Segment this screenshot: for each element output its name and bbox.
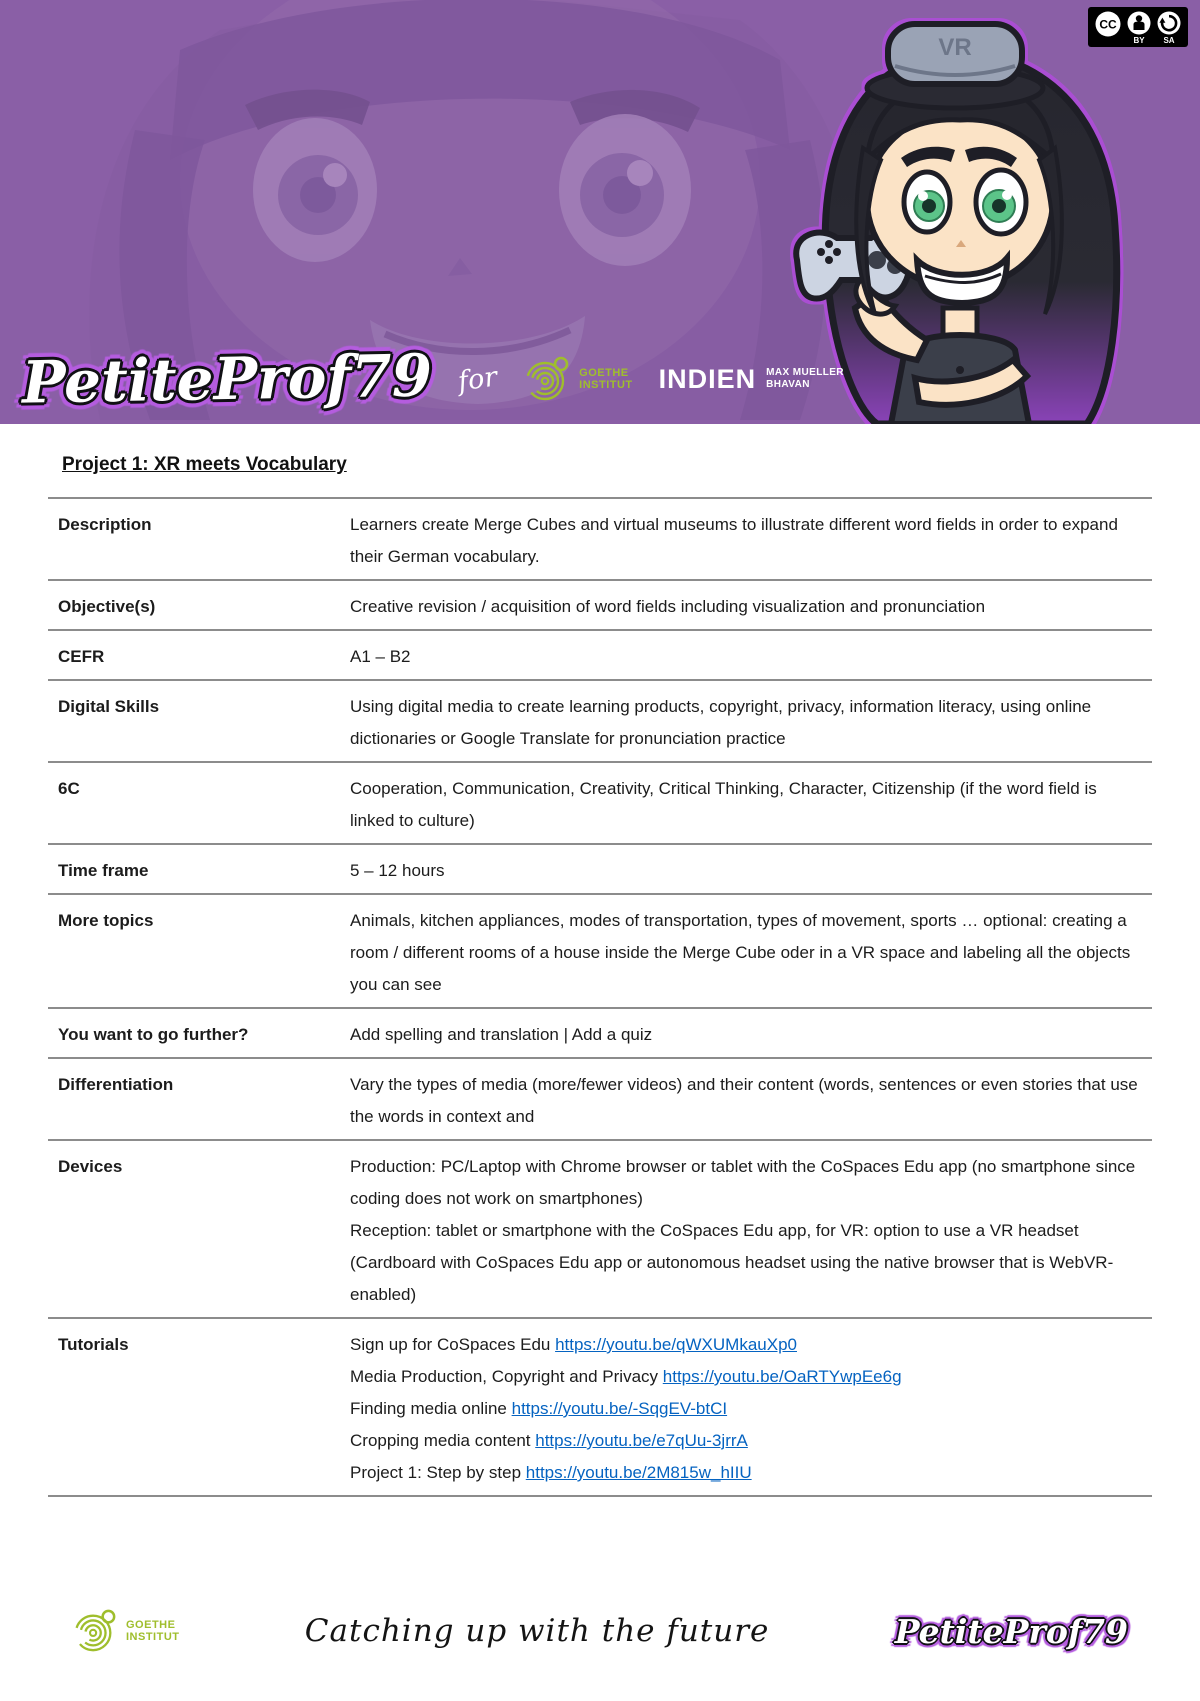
row-value [340, 1325, 1152, 1489]
footer [0, 1586, 1200, 1676]
value-text: Sign up for CoSpaces Edu [350, 1335, 556, 1354]
row-label: More topics [58, 911, 154, 930]
goethe-institut-logo [523, 355, 633, 403]
row-label: Objective(s) [58, 597, 156, 616]
table-row [48, 497, 1152, 579]
row-value [340, 1147, 1152, 1311]
value-paragraph [350, 1019, 1138, 1051]
value-paragraph [350, 1457, 1138, 1489]
page-title: Project 1: XR meets Vocabulary [62, 454, 347, 475]
value-text: Project 1: Step by step [350, 1463, 526, 1482]
table-row [48, 679, 1152, 761]
row-value [340, 587, 1152, 623]
table-row [48, 761, 1152, 843]
by-icon: BY [1126, 10, 1152, 45]
value-text: 5 – 12 hours [350, 861, 445, 880]
table-row [48, 1139, 1152, 1317]
goethe-logo-icon [523, 355, 571, 403]
value-text: Reception: tablet or smartphone with the CoSpaces Edu app, for VR: option to use a VR headset (Cardboard with CoSpaces Edu app or autonomous headset using the native browser that is WebVR-enabled) [350, 1221, 1114, 1304]
partner-logo [659, 364, 844, 395]
tutorial-link[interactable]: https://youtu.be/OaRTYwpEe6g [662, 1367, 902, 1386]
value-text: Production: PC/Laptop with Chrome browser or tablet with the CoSpaces Edu app (no smartphone since coding does not work on smartphones) [350, 1157, 1136, 1208]
row-label: Tutorials [58, 1335, 129, 1354]
value-paragraph [350, 1329, 1138, 1361]
left-eye [904, 172, 950, 232]
row-value [340, 505, 1152, 573]
tutorial-link[interactable]: https://youtu.be/qWXUMkauXp0 [555, 1335, 797, 1354]
value-text: A1 – B2 [350, 647, 411, 666]
cc-license-badge [1088, 7, 1188, 47]
row-value [340, 769, 1152, 837]
value-text: Learners create Merge Cubes and virtual museums to illustrate different word fields in order to expand their German vocabulary. [350, 515, 1118, 566]
table-row [48, 629, 1152, 679]
value-paragraph [350, 1425, 1138, 1457]
row-label: Digital Skills [58, 697, 160, 716]
value-paragraph [350, 905, 1138, 1001]
table-row [48, 1007, 1152, 1057]
value-text: Using digital media to create learning products, copyright, privacy, information literacy, using online dictionaries or Google Translate for pronunciation practice [350, 697, 1092, 748]
row-value [340, 901, 1152, 1001]
goethe-logo-icon [72, 1608, 118, 1654]
value-text: Add spelling and translation | Add a quiz [350, 1025, 653, 1044]
goethe-text-line2: INSTITUT [579, 379, 633, 391]
value-text: Creative revision / acquisition of word fields including visualization and pronunciation [350, 597, 986, 616]
row-value [340, 1065, 1152, 1133]
table-row [48, 893, 1152, 1007]
value-paragraph [350, 509, 1138, 573]
tutorial-link[interactable]: https://youtu.be/2M815w_hIIU [525, 1463, 752, 1482]
row-label: Time frame [58, 861, 149, 880]
value-paragraph [350, 591, 1138, 623]
value-text: Animals, kitchen appliances, modes of transportation, types of movement, sports … optional: creating a room / different rooms of a house inside the Merge Cube oder in a VR space and labeling all the objects you can see [350, 911, 1131, 994]
svg-text:CC: CC [1099, 17, 1117, 32]
header-banner [0, 0, 1200, 424]
row-label: CEFR [58, 647, 105, 666]
tutorial-link[interactable]: https://youtu.be/e7qUu-3jrrA [535, 1431, 748, 1450]
footer-goethe-line1: GOETHE [126, 1618, 176, 1631]
row-value [340, 637, 1152, 673]
partner-sub1: MAX MUELLER [766, 366, 844, 378]
value-paragraph [350, 773, 1138, 837]
petiteprof-logo: PetiteProf79 [21, 341, 433, 417]
row-value [340, 1015, 1152, 1051]
table-row [48, 843, 1152, 893]
value-text: Finding media online [350, 1399, 512, 1418]
value-paragraph [350, 1393, 1138, 1425]
footer-goethe-logo [72, 1608, 180, 1654]
value-text: Cropping media content [350, 1431, 536, 1450]
row-value [340, 687, 1152, 755]
row-value [340, 851, 1152, 887]
partner-name: INDIEN [658, 363, 757, 394]
value-paragraph [350, 1069, 1138, 1133]
for-text: for [456, 360, 500, 398]
value-paragraph [350, 1151, 1138, 1215]
right-eye [976, 170, 1026, 234]
tagline: Catching up with the future [304, 1613, 770, 1649]
banner-logo-row [21, 341, 844, 417]
value-paragraph [350, 1215, 1138, 1311]
value-paragraph [350, 1361, 1138, 1393]
table-row [48, 1057, 1152, 1139]
row-label: Devices [58, 1157, 123, 1176]
row-label: You want to go further? [58, 1025, 249, 1044]
project-table [48, 497, 1152, 1497]
partner-sub2: BHAVAN [766, 379, 810, 390]
value-text: Vary the types of media (more/fewer videos) and their content (words, sentences or even stories that use the words in context and [350, 1075, 1138, 1126]
value-paragraph [350, 855, 1138, 887]
row-label: Differentiation [58, 1075, 174, 1094]
row-label: 6C [58, 779, 80, 798]
row-label: Description [58, 515, 152, 534]
value-text: Media Production, Copyright and Privacy [350, 1367, 663, 1386]
footer-goethe-line2: INSTITUT [126, 1631, 180, 1643]
vr-headset [867, 24, 1043, 108]
sa-icon: SA [1156, 10, 1182, 45]
tutorial-link[interactable]: https://youtu.be/-SqgEV-btCI [511, 1399, 728, 1418]
svg-text:VR: VR [938, 34, 972, 61]
value-paragraph [350, 641, 1138, 673]
value-paragraph [350, 691, 1138, 755]
table-row [48, 579, 1152, 629]
footer-petiteprof-logo: PetiteProf79 [894, 1611, 1128, 1651]
goethe-text-line1: GOETHE [579, 366, 629, 379]
table-row [48, 1317, 1152, 1495]
cc-icon [1094, 10, 1122, 39]
value-text: Cooperation, Communication, Creativity, Critical Thinking, Character, Citizenship (if the word field is linked to culture) [350, 779, 1097, 830]
